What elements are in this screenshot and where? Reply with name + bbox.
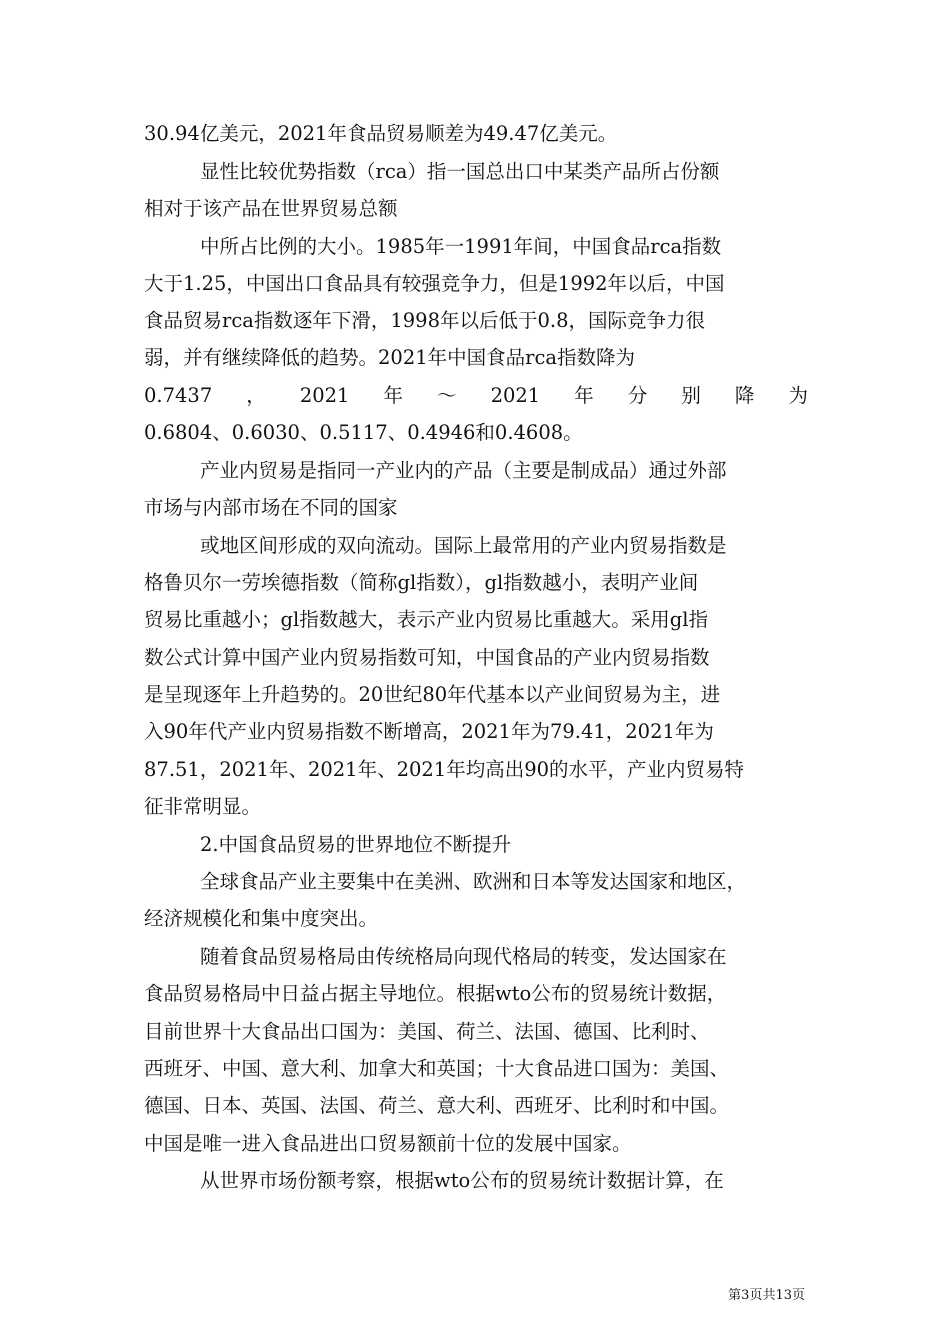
paragraph-line: 随着食品贸易格局由传统格局向现代格局的转变，发达国家在 [200, 945, 727, 968]
paragraph-line: 中国是唯一进入食品进出口贸易额前十位的发展中国家。 [144, 1132, 632, 1155]
paragraph-line: 贸易比重越小；gl指数越大，表示产业内贸易比重越大。采用gl指 [144, 608, 708, 631]
paragraph-line: 西班牙、中国、意大利、加拿大和英国；十大食品进口国为：美国、 [144, 1057, 730, 1080]
spread-token: 为 [788, 384, 808, 407]
spread-token: 0.7437 [144, 384, 213, 407]
spread-token: 别 [681, 384, 701, 407]
paragraph-line: 或地区间形成的双向流动。国际上最常用的产业内贸易指数是 [200, 534, 727, 557]
spread-token: 2021 [490, 384, 541, 407]
paragraph-line: 食品贸易rca指数逐年下滑，1998年以后低于0.8，国际竞争力很 [144, 309, 706, 332]
paragraph-line: 产业内贸易是指同一产业内的产品（主要是制成品）通过外部 [200, 459, 727, 482]
paragraph-line: 数公式计算中国产业内贸易指数可知，中国食品的产业内贸易指数 [144, 646, 710, 669]
paragraph-line: 0.6804、0.6030、0.5117、0.4946和0.4608。 [144, 421, 583, 444]
paragraph-line: 是呈现逐年上升趋势的。20世纪80年代基本以产业间贸易为主，进 [144, 683, 721, 706]
spread-token: ～ [437, 384, 457, 407]
paragraph-line: 入90年代产业内贸易指数不断增高，2021年为79.41，2021年为 [144, 720, 714, 743]
paragraph-line: 全球食品产业主要集中在美洲、欧洲和日本等发达国家和地区， [200, 870, 747, 893]
page-number-footer: 第3页共13页 [728, 1288, 805, 1303]
paragraph-line: 征非常明显。 [144, 795, 262, 818]
paragraph-line: 格鲁贝尔一劳埃德指数（简称gl指数），gl指数越小，表明产业间 [144, 571, 699, 594]
paragraph-line: 从世界市场份额考察，根据wto公布的贸易统计数据计算，在 [200, 1169, 724, 1192]
spread-token: 年 [574, 384, 594, 407]
paragraph-line: 大于1.25，中国出口食品具有较强竞争力，但是1992年以后，中国 [144, 272, 725, 295]
spread-token: 2021 [299, 384, 350, 407]
paragraph-line: 食品贸易格局中日益占据主导地位。根据wto公布的贸易统计数据， [144, 982, 727, 1005]
paragraph-line: 德国、日本、英国、法国、荷兰、意大利、西班牙、比利时和中国。 [144, 1094, 730, 1117]
paragraph-line: 相对于该产品在世界贸易总额 [144, 197, 398, 220]
paragraph-line: 经济规模化和集中度突出。 [144, 907, 379, 930]
spread-token: 分 [627, 384, 648, 407]
paragraph-line: 市场与内部市场在不同的国家 [144, 496, 398, 519]
section-heading: 2.中国食品贸易的世界地位不断提升 [200, 833, 512, 856]
paragraph-line: 30.94亿美元，2021年食品贸易顺差为49.47亿美元。 [144, 122, 618, 145]
paragraph-line: 弱，并有继续降低的趋势。2021年中国食品rca指数降为 [144, 346, 635, 369]
spread-token: ， [246, 384, 266, 407]
spread-token: 年 [383, 384, 403, 407]
paragraph-line: 显性比较优势指数（rca）指一国总出口中某类产品所占份额 [200, 160, 720, 183]
paragraph-line: 87.51，2021年、2021年、2021年均高出90的水平，产业内贸易特 [144, 758, 745, 781]
paragraph-line: 中所占比例的大小。1985年一1991年间，中国食品rca指数 [200, 235, 722, 258]
paragraph-line: 目前世界十大食品出口国为：美国、荷兰、法国、德国、比利时、 [144, 1020, 710, 1043]
spread-line [144, 382, 808, 410]
spread-token: 降 [734, 384, 755, 407]
